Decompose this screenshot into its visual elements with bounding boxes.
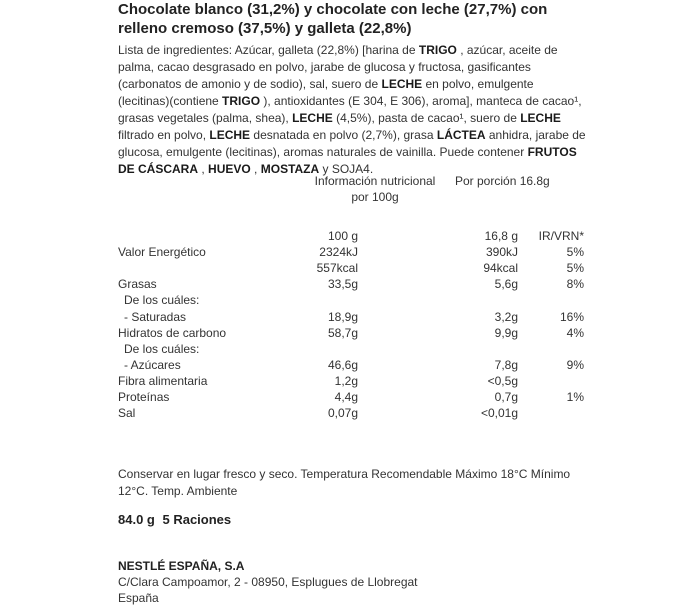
value-per-100g: 1,2g xyxy=(334,373,358,388)
allergen: HUEVO xyxy=(208,162,251,176)
nutrition-row xyxy=(118,357,588,374)
value-per-portion: 5,6g xyxy=(494,277,518,292)
allergen: LECHE xyxy=(520,111,561,125)
nutrition-row xyxy=(118,389,588,406)
value-per-portion: 9,9g xyxy=(494,325,518,340)
value-per-portion: 0,7g xyxy=(494,390,518,404)
company-name: NESTLÉ ESPAÑA, S.A xyxy=(118,559,245,573)
ingredient-text: Lista de ingredientes: Azúcar, galleta (22,8%) [harina de xyxy=(118,43,419,57)
allergen: LÁCTEA xyxy=(436,128,486,142)
ingredient-text: y SOJA4. xyxy=(319,162,374,176)
value-ir-vrn: 8% xyxy=(566,277,584,292)
nutrition-row xyxy=(118,341,588,358)
value-per-100g: 2324kJ xyxy=(319,245,358,260)
nutrition-row xyxy=(118,244,588,261)
allergen: LECHE xyxy=(381,77,423,91)
ingredient-text: (4,5%), pasta de cacao¹, suero de xyxy=(332,111,521,125)
value-per-portion: <0,01g xyxy=(480,406,518,421)
value-ir-vrn: 4% xyxy=(566,325,584,340)
company-country: España xyxy=(118,591,159,605)
nutrition-header-per-100g: Información nutricional por 100g xyxy=(314,174,436,204)
value-per-100g: 0,07g xyxy=(327,406,358,421)
value-ir-vrn: 9% xyxy=(566,357,584,372)
ingredient-text: , xyxy=(198,162,209,176)
nutrient-label: De los cuáles: xyxy=(124,293,200,308)
allergen: LECHE xyxy=(209,128,251,142)
ingredient-text: filtrado en polvo, xyxy=(118,128,210,142)
value-per-100g: 557kcal xyxy=(316,261,358,276)
nutrition-row xyxy=(118,309,588,326)
nutrition-row xyxy=(118,373,588,390)
value-ir-vrn: 16% xyxy=(559,309,584,324)
nutrition-row xyxy=(118,325,588,342)
nutrient-label: - Saturadas xyxy=(124,309,187,324)
ingredient-text: , xyxy=(250,162,261,176)
allergen: LECHE xyxy=(292,111,333,125)
value-per-portion: 3,2g xyxy=(494,309,518,324)
nutrition-row xyxy=(118,405,588,422)
nutrient-label: Hidratos de carbono xyxy=(118,325,227,340)
value-per-100g: 4,4g xyxy=(334,390,358,404)
nutrition-row xyxy=(118,276,588,293)
value-per-portion: 390kJ xyxy=(485,245,518,260)
nutrient-label: Fibra alimentaria xyxy=(118,373,208,388)
nutrient-label: Valor Energético xyxy=(118,245,206,260)
value-ir-vrn: 5% xyxy=(566,245,584,260)
value-per-portion: <0,5g xyxy=(487,373,518,388)
value-per-100g: 100 g xyxy=(327,229,358,243)
value-ir-vrn: 5% xyxy=(566,261,584,276)
nutrient-label: Proteínas xyxy=(118,390,170,404)
value-ir-vrn: 1% xyxy=(566,390,584,404)
value-per-100g: 46,6g xyxy=(327,357,358,372)
ingredient-text: desnatada en polvo (2,7%), grasa xyxy=(250,128,437,142)
ingredient-text: , azúcar, aceite de palma, cacao desgrasado en polvo, jarabe de glucosa y fructosa, gasificantes (carbonatos de amonio y de sodio), sal, suero de xyxy=(118,43,558,91)
company-info xyxy=(118,558,418,606)
nutrition-header-per-portion: Por porción 16.8g xyxy=(455,174,550,188)
ingredient-text: anhidra, jarabe de glucosa, emulgente (lecitinas), aromas naturales de vainilla. Puede contener xyxy=(118,128,586,159)
value-per-100g: 33,5g xyxy=(327,277,358,292)
ingredients-list xyxy=(118,42,588,178)
allergen: TRIGO xyxy=(222,94,261,108)
nutrient-label: Grasas xyxy=(118,277,157,292)
portions-count: 5 Raciones xyxy=(162,512,232,527)
storage-instructions: Conservar en lugar fresco y seco. Temperatura Recomendable Máximo 18°C Mínimo 12°C. Temp. Ambiente xyxy=(118,467,571,498)
value-per-portion: 7,8g xyxy=(494,357,518,372)
ingredient-text: en polvo, emulgente (lecitinas)(contiene xyxy=(118,77,534,108)
ingredient-text: ), antioxidantes (E 304, E 306), aroma], manteca de cacao¹, grasas vegetales (palma, shea), xyxy=(118,94,582,125)
nutrition-row xyxy=(118,228,588,245)
nutrient-label: Sal xyxy=(118,406,136,421)
nutrient-label: De los cuáles: xyxy=(124,341,200,356)
company-address: C/Clara Campoamor, 2 - 08950, Esplugues de Llobregat xyxy=(118,575,418,589)
value-ir-vrn: IR/VRN* xyxy=(538,229,584,243)
product-title: Chocolate blanco (31,2%) y chocolate con leche (27,7%) con relleno cremoso (37,5%) y galleta (22,8%) xyxy=(118,1,548,37)
value-per-portion: 16,8 g xyxy=(484,229,518,243)
allergen: FRUTOS DE CÁSCARA xyxy=(118,145,577,176)
nutrition-row xyxy=(118,260,588,277)
nutrition-row xyxy=(118,292,588,309)
weight-value: 84.0 g xyxy=(118,512,155,527)
value-per-100g: 18,9g xyxy=(327,309,358,324)
nutrient-label: - Azúcares xyxy=(124,357,181,372)
net-weight xyxy=(118,512,235,527)
allergen: MOSTAZA xyxy=(260,162,320,176)
value-per-portion: 94kcal xyxy=(483,261,518,276)
value-per-100g: 58,7g xyxy=(327,325,358,340)
allergen: TRIGO xyxy=(418,43,457,57)
